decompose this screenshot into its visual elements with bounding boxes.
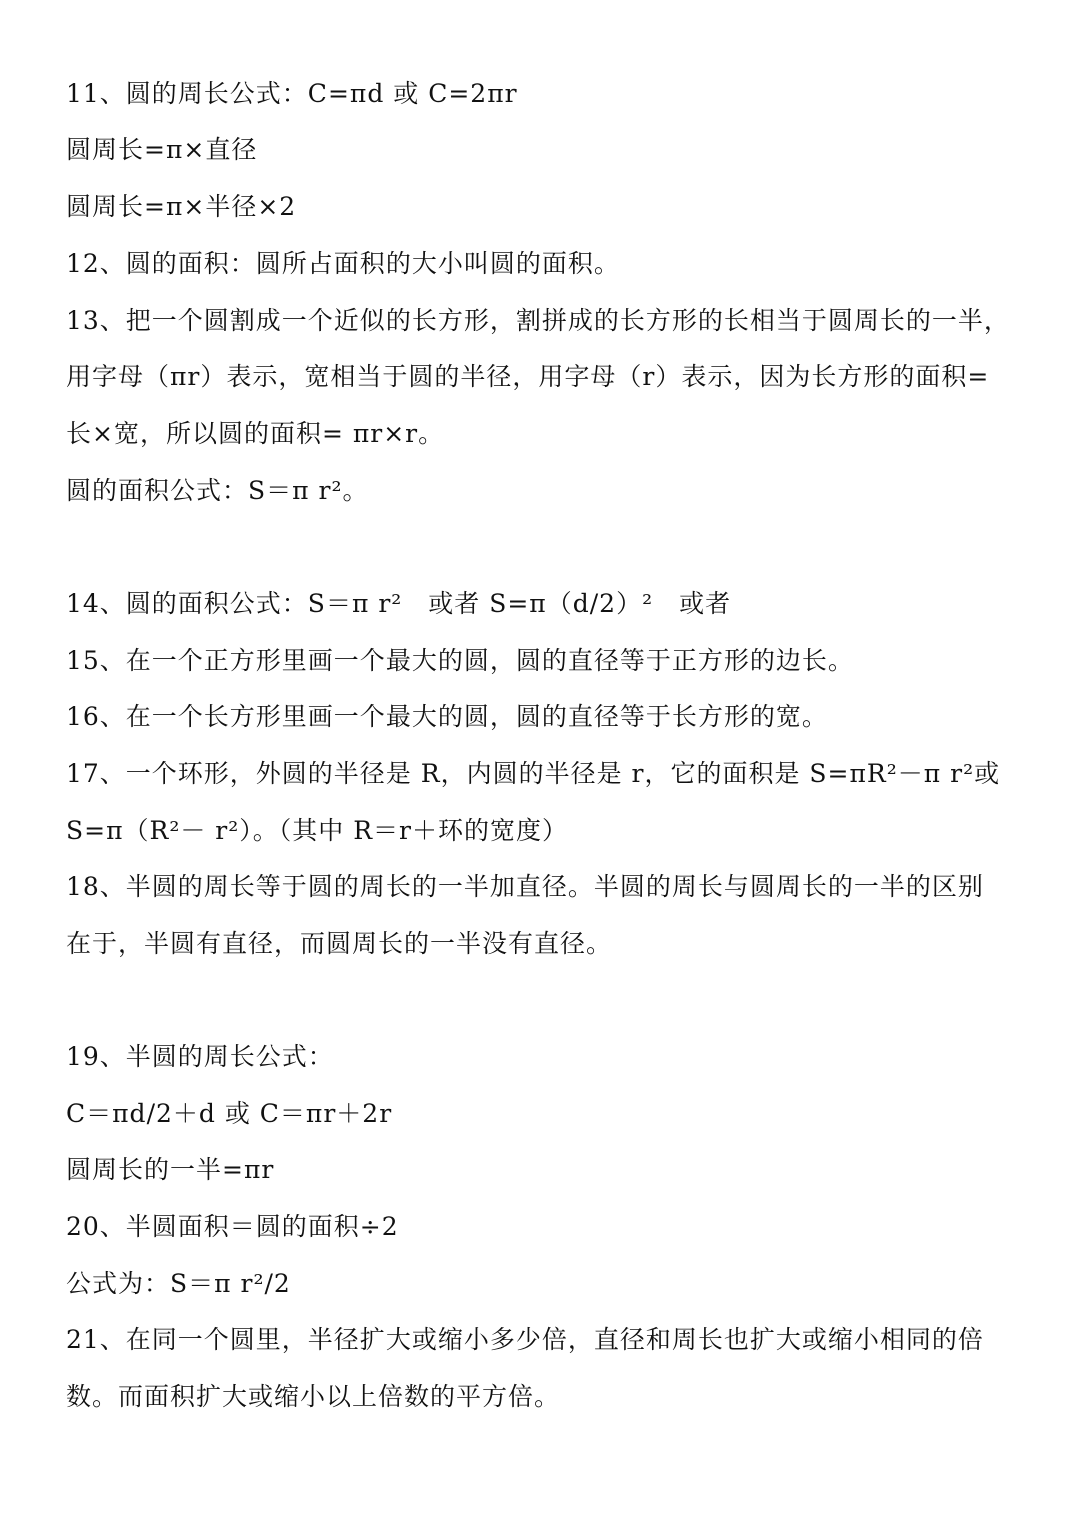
line-20-formula: 公式为：S＝π r²/2 <box>66 1269 291 1298</box>
line-15-square-circle: 15、在一个正方形里画一个最大的圆，圆的直径等于正方形的边长。 <box>66 646 854 675</box>
line-20-semicircle-area: 20、半圆面积＝圆的面积÷2 <box>66 1212 399 1241</box>
line-half-circumference: 圆周长的一半=πr <box>66 1155 275 1184</box>
line-17-annulus: 17、一个环形，外圆的半径是 R，内圆的半径是 r，它的面积是 S=πR²－π r²或 <box>66 759 1001 788</box>
line-21-scaling: 21、在同一个圆里，半径扩大或缩小多少倍，直径和周长也扩大或缩小相同的倍 <box>66 1325 984 1354</box>
line-12-area-definition: 12、圆的面积：圆所占面积的大小叫圆的面积。 <box>66 249 620 278</box>
line-18-semicircle-perimeter: 18、半圆的周长等于圆的周长的一半加直径。半圆的周长与圆周长的一半的区别 <box>66 872 984 901</box>
line-21-continued: 数。而面积扩大或缩小以上倍数的平方倍。 <box>66 1382 561 1411</box>
line-19-semicircle-formula: 19、半圆的周长公式： <box>66 1042 334 1071</box>
line-circumference-radius: 圆周长=π×半径×2 <box>66 192 297 221</box>
line-circumference-diameter: 圆周长=π×直径 <box>66 135 258 164</box>
line-18-continued: 在于，半圆有直径，而圆周长的一半没有直径。 <box>66 929 613 958</box>
line-17-annulus-formula: S=π（R²－ r²）。（其中 R＝r＋环的宽度） <box>66 816 568 845</box>
line-area-formula: 圆的面积公式：S＝π r²。 <box>66 476 369 505</box>
line-16-rectangle-circle: 16、在一个长方形里画一个最大的圆，圆的直径等于长方形的宽。 <box>66 702 828 731</box>
line-11-circumference-formula: 11、圆的周长公式：C=πd 或 C=2πr <box>66 79 518 108</box>
line-19-formula-expression: C＝πd/2＋d 或 C＝πr＋2r <box>66 1099 393 1128</box>
line-13-conclusion: 长×宽，所以圆的面积= πr×r。 <box>66 419 445 448</box>
line-14-area-formula: 14、圆的面积公式：S＝π r² 或者 S=π（d/2）² 或者 <box>66 589 732 618</box>
line-13-rectangle-derivation: 13、把一个圆割成一个近似的长方形，割拼成的长方形的长相当于圆周长的一半， <box>66 306 1010 335</box>
line-13-continued: 用字母（πr）表示，宽相当于圆的半径，用字母（r）表示，因为长方形的面积= <box>66 362 990 391</box>
